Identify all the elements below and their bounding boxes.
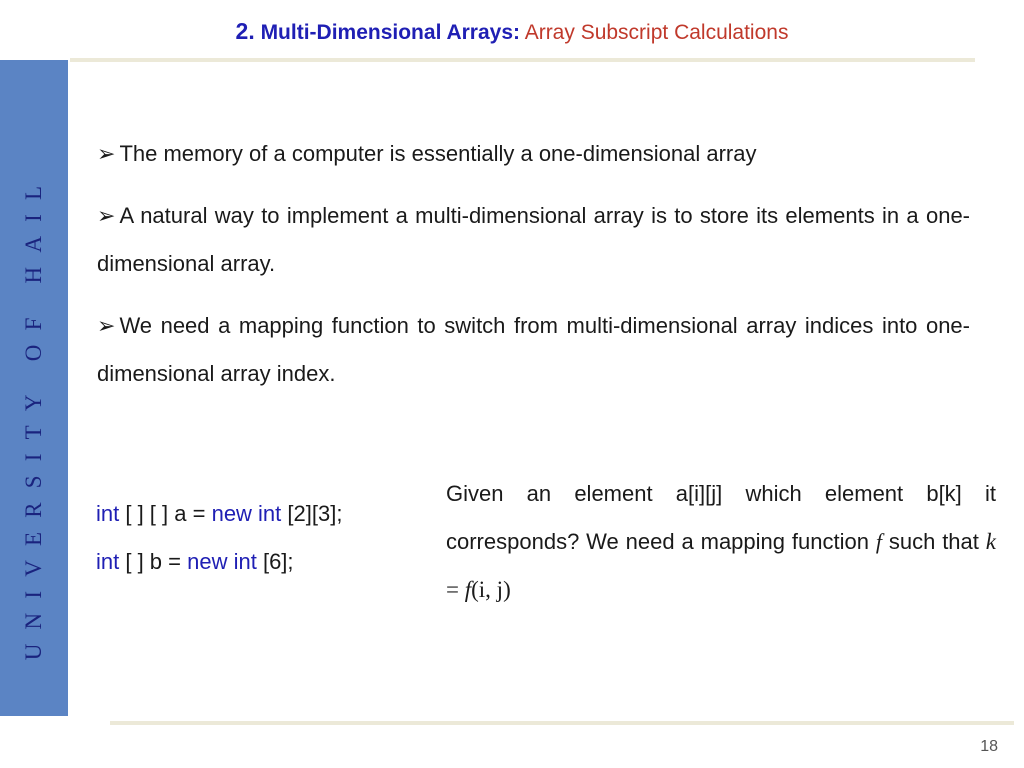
code-line-1 — [96, 490, 342, 538]
formula-equals: = — [446, 577, 465, 602]
bullet-arrow-icon: ➢ — [97, 203, 116, 228]
code-declaration: [ ] b = — [119, 549, 188, 574]
explanation-text-after: such that — [881, 529, 986, 554]
title-main: Multi-Dimensional Arrays: — [260, 21, 520, 44]
bullet-text: The memory of a computer is essentially a one-dimensional array — [119, 141, 757, 166]
bullet-item — [97, 130, 970, 178]
sidebar-banner — [0, 60, 68, 716]
code-block — [96, 490, 342, 586]
bullet-text: We need a mapping function to switch from multi-dimensional array indices into one-dimensional array index. — [97, 313, 970, 386]
formula-function: f — [464, 577, 472, 602]
code-keyword-int: int — [96, 501, 120, 526]
bullet-arrow-icon: ➢ — [97, 313, 116, 338]
formula-args: (i, j) — [471, 577, 511, 602]
bullet-item — [97, 192, 970, 288]
bullet-list — [97, 130, 970, 412]
code-line-2 — [96, 538, 342, 586]
bullet-text: A natural way to implement a multi-dimensional array is to store its elements in a one-dimensional array. — [97, 203, 970, 276]
code-dimensions: [6]; — [256, 549, 294, 574]
function-symbol: f — [875, 529, 882, 554]
bullet-item — [97, 302, 970, 398]
code-declaration: [ ] [ ] a = — [119, 501, 212, 526]
code-keyword-new: new int — [211, 501, 282, 526]
code-keyword-new: new int — [187, 549, 257, 574]
section-number: 2. — [235, 18, 255, 44]
code-keyword-int: int — [96, 549, 120, 574]
mapping-explanation — [446, 470, 996, 614]
code-dimensions: [2][3]; — [281, 501, 343, 526]
explanation-text: Given an element a[i][j] which element b[k] it corresponds? We need a mapping function — [446, 481, 996, 554]
top-divider — [70, 58, 975, 62]
title-sub: Array Subscript Calculations — [524, 21, 789, 44]
slide-title — [0, 18, 1024, 45]
page-number: 18 — [980, 738, 998, 755]
university-name: UNIVERSITY OF HAIL — [21, 171, 46, 661]
bottom-divider — [110, 721, 1014, 725]
bullet-arrow-icon: ➢ — [97, 141, 116, 166]
formula-lhs: k — [985, 529, 996, 554]
